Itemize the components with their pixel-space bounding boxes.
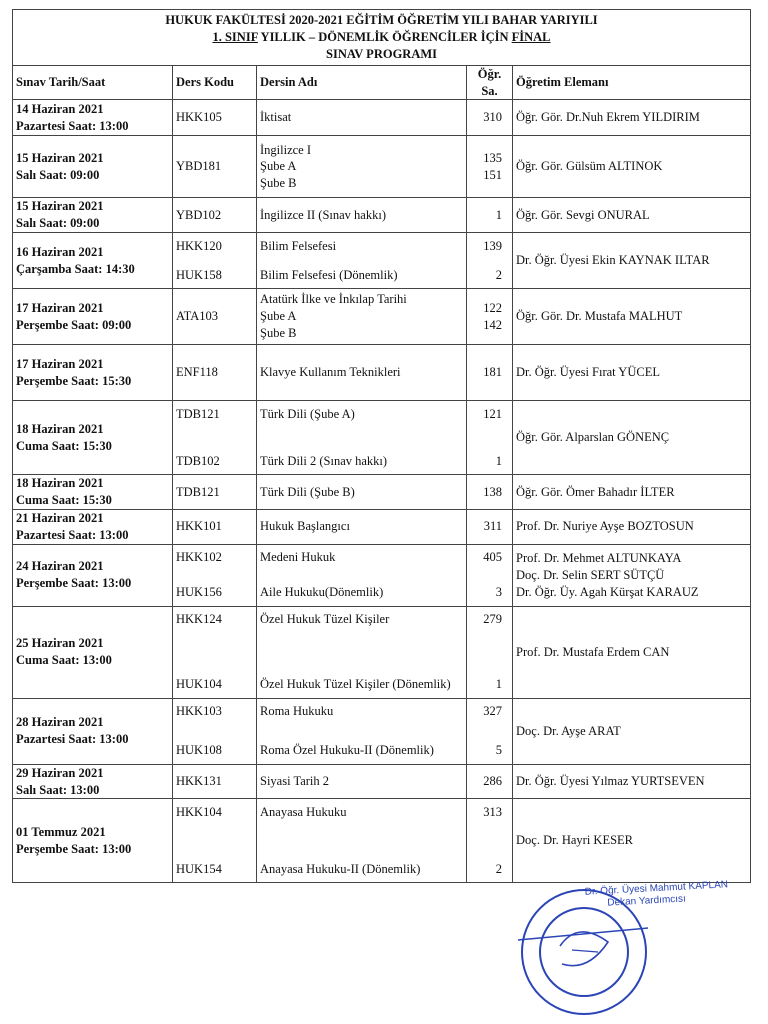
exam-date-cell (13, 136, 173, 198)
course-name-cell (257, 345, 467, 401)
header-line-3: SINAV PROGRAMI (326, 46, 438, 61)
instructor-name: Öğr. Gör. Gülsüm ALTINOK (516, 159, 663, 174)
course-code-cell (173, 136, 257, 198)
instructor-cell (513, 289, 751, 345)
student-count-cell (467, 544, 513, 606)
course-name: Hukuk Başlangıcı (260, 519, 350, 534)
exam-schedule-table (12, 9, 751, 883)
course-name: Şube B (260, 326, 297, 341)
exam-date: 15 Haziran 2021 (16, 151, 104, 165)
exam-date-cell (13, 401, 173, 475)
student-count: 2 (495, 267, 502, 282)
exam-date-cell (13, 606, 173, 698)
student-count-cell (467, 606, 513, 698)
instructor-cell (513, 475, 751, 510)
course-code: HKK120 (176, 238, 222, 253)
course-name: Türk Dili (Şube B) (260, 484, 355, 499)
student-count: 138 (483, 484, 502, 499)
course-code-cell (173, 233, 257, 289)
course-code: YBD181 (176, 159, 222, 174)
exam-date: 18 Haziran 2021 (16, 421, 104, 436)
student-count-cell (467, 799, 513, 883)
exam-date-cell (13, 289, 173, 345)
course-name: Bilim Felsefesi (260, 238, 337, 253)
student-count: 151 (483, 167, 502, 182)
course-name-cell (257, 100, 467, 136)
course-code-cell (173, 544, 257, 606)
instructor-name: Prof. Dr. Nuriye Ayşe BOZTOSUN (516, 519, 694, 534)
course-name: İngilizce II (Sınav hakkı) (260, 207, 386, 222)
exam-day-time: Salı Saat: 09:00 (16, 216, 100, 231)
exam-day-time: Çarşamba Saat: 14:30 (16, 261, 135, 276)
table-row (13, 799, 751, 883)
instructor-cell (513, 100, 751, 136)
course-name: Siyasi Tarih 2 (260, 774, 330, 789)
course-code: HKK131 (176, 774, 222, 789)
course-name: Şube A (260, 309, 297, 324)
student-count-cell (467, 345, 513, 401)
exam-day-time: Perşembe Saat: 15:30 (16, 373, 132, 388)
exam-day-time: Pazartesi Saat: 13:00 (16, 118, 129, 133)
exam-day-time: Perşembe Saat: 09:00 (16, 317, 132, 332)
student-count: 310 (483, 110, 502, 125)
student-count: 313 (483, 805, 502, 819)
course-name: Şube A (260, 159, 297, 174)
instructor-name: Doç. Dr. Ayşe ARAT (516, 723, 621, 738)
exam-day-time: Perşembe Saat: 13:00 (16, 576, 132, 591)
instructor-name: Doç. Dr. Hayri KESER (516, 833, 633, 848)
instructor-name: Öğr. Gör. Ömer Bahadır İLTER (516, 484, 675, 499)
exam-date-cell (13, 198, 173, 233)
course-name: Türk Dili (Şube A) (260, 406, 355, 421)
instructor-cell (513, 233, 751, 289)
signature-name: Dr. Öğr. Üyesi Mahmut KAPLAN (584, 879, 729, 898)
exam-day-time: Cuma Saat: 15:30 (16, 493, 112, 507)
table-row (13, 475, 751, 510)
exam-date: 18 Haziran 2021 (16, 476, 104, 491)
exam-date-cell (13, 100, 173, 136)
course-name-cell (257, 401, 467, 475)
student-count: 1 (495, 453, 502, 468)
course-code: HUK154 (176, 861, 222, 876)
exam-date-cell (13, 544, 173, 606)
course-name: Roma Hukuku (260, 704, 334, 719)
table-row (13, 698, 751, 764)
course-code: HKK103 (176, 704, 222, 719)
student-count: 286 (483, 774, 502, 789)
table-row (13, 198, 751, 233)
table-row (13, 401, 751, 475)
exam-date-cell (13, 698, 173, 764)
course-code: HUK158 (176, 267, 222, 282)
student-count: 279 (483, 612, 502, 627)
course-name: Özel Hukuk Tüzel Kişiler (Dönemlik) (260, 677, 451, 692)
exam-day-time: Salı Saat: 09:00 (16, 167, 100, 182)
student-count: 2 (495, 861, 502, 876)
course-code: TDB121 (176, 406, 220, 421)
exam-date: 16 Haziran 2021 (16, 244, 104, 259)
student-count: 327 (483, 704, 502, 719)
instructor-cell (513, 764, 751, 799)
student-count-cell (467, 764, 513, 799)
exam-date-cell (13, 233, 173, 289)
student-count: 135 (483, 151, 502, 165)
course-code: HKK101 (176, 519, 222, 534)
course-name-cell (257, 198, 467, 233)
exam-date-cell (13, 509, 173, 544)
table-row (13, 136, 751, 198)
exam-date: 01 Temmuz 2021 (16, 825, 106, 839)
col-header-name: Dersin Adı (257, 65, 467, 100)
course-code-cell (173, 198, 257, 233)
instructor-name: Dr. Öğr. Üy. Agah Kürşat KARAUZ (516, 584, 699, 599)
course-code-cell (173, 606, 257, 698)
exam-schedule-page (12, 9, 750, 883)
exam-day-time: Cuma Saat: 13:00 (16, 653, 112, 668)
instructor-name: Dr. Öğr. Üyesi Fırat YÜCEL (516, 365, 660, 380)
course-code: HKK104 (176, 805, 222, 819)
exam-date: 28 Haziran 2021 (16, 715, 104, 730)
course-name-cell (257, 606, 467, 698)
table-row (13, 606, 751, 698)
table-row (13, 509, 751, 544)
table-row (13, 233, 751, 289)
course-name-cell (257, 136, 467, 198)
instructor-name: Öğr. Gör. Sevgi ONURAL (516, 207, 650, 222)
student-count-cell (467, 509, 513, 544)
course-name: İngilizce I (260, 142, 312, 157)
course-name-cell (257, 233, 467, 289)
student-count: 139 (483, 238, 502, 253)
col-header-instructor: Öğretim Elemanı (513, 65, 751, 100)
student-count-cell (467, 100, 513, 136)
table-row (13, 764, 751, 799)
course-code-cell (173, 509, 257, 544)
course-code: HKK105 (176, 110, 222, 125)
exam-day-time: Cuma Saat: 15:30 (16, 438, 112, 453)
exam-date: 21 Haziran 2021 (16, 510, 104, 525)
course-name: Anayasa Hukuku (260, 805, 347, 819)
student-count: 121 (483, 406, 502, 421)
column-headers (13, 65, 751, 100)
course-name: Şube B (260, 176, 297, 191)
instructor-cell (513, 698, 751, 764)
course-name-cell (257, 764, 467, 799)
student-count-cell (467, 698, 513, 764)
col-header-date: Sınav Tarih/Saat (13, 65, 173, 100)
course-code: YBD102 (176, 207, 222, 222)
table-row (13, 100, 751, 136)
student-count-cell (467, 475, 513, 510)
course-name-cell (257, 509, 467, 544)
instructor-name: Öğr. Gör. Alparslan GÖNENÇ (516, 430, 670, 445)
course-code-cell (173, 100, 257, 136)
course-code-cell (173, 475, 257, 510)
instructor-cell (513, 544, 751, 606)
student-count: 181 (483, 365, 502, 380)
instructor-cell (513, 799, 751, 883)
student-count-cell (467, 198, 513, 233)
course-name-cell (257, 698, 467, 764)
exam-day-time: Pazartesi Saat: 13:00 (16, 732, 129, 747)
instructor-cell (513, 136, 751, 198)
course-code-cell (173, 799, 257, 883)
student-count-cell (467, 289, 513, 345)
student-count-cell (467, 401, 513, 475)
student-count-cell (467, 136, 513, 198)
course-name: Özel Hukuk Tüzel Kişiler (260, 612, 390, 627)
course-code: ATA103 (176, 309, 219, 324)
table-row (13, 345, 751, 401)
instructor-name: Öğr. Gör. Dr. Mustafa MALHUT (516, 309, 683, 324)
course-name: Türk Dili 2 (Sınav hakkı) (260, 453, 388, 468)
course-name-cell (257, 544, 467, 606)
col-header-code: Ders Kodu (173, 65, 257, 100)
student-count: 142 (483, 317, 502, 332)
course-name-cell (257, 475, 467, 510)
instructor-name: Öğr. Gör. Dr.Nuh Ekrem YILDIRIM (516, 110, 700, 125)
exam-day-time: Salı Saat: 13:00 (16, 782, 100, 797)
student-count-cell (467, 233, 513, 289)
course-code-cell (173, 764, 257, 799)
header-line-1: HUKUK FAKÜLTESİ 2020-2021 EĞİTİM ÖĞRETİM YILI BAHAR YARIYILI (165, 13, 598, 27)
student-count: 5 (495, 743, 502, 758)
instructor-name: Prof. Dr. Mustafa Erdem CAN (516, 644, 670, 659)
course-code: HKK124 (176, 612, 222, 627)
exam-date: 29 Haziran 2021 (16, 765, 104, 780)
course-code: HUK104 (176, 677, 222, 692)
course-name-cell (257, 799, 467, 883)
exam-date-cell (13, 345, 173, 401)
exam-date: 25 Haziran 2021 (16, 636, 104, 651)
exam-date-cell (13, 764, 173, 799)
instructor-name: Doç. Dr. Selin SERT SÜTÇÜ (516, 567, 665, 582)
student-count: 405 (483, 550, 502, 565)
course-code-cell (173, 401, 257, 475)
course-code: HKK102 (176, 550, 222, 565)
exam-day-time: Pazartesi Saat: 13:00 (16, 527, 129, 542)
instructor-name: Prof. Dr. Mehmet ALTUNKAYA (516, 550, 682, 565)
course-name: Klavye Kullanım Teknikleri (260, 365, 401, 380)
student-count: 311 (483, 519, 502, 534)
col-header-count: Öğr. Sa. (467, 65, 513, 100)
course-code-cell (173, 345, 257, 401)
course-code: HUK108 (176, 743, 222, 758)
course-code-cell (173, 289, 257, 345)
course-code-cell (173, 698, 257, 764)
exam-date: 24 Haziran 2021 (16, 559, 104, 574)
header-line-2: 1. SINIF YILLIK – DÖNEMLİK ÖĞRENCİLER İÇİN FİNAL (212, 29, 551, 44)
course-name: Roma Özel Hukuku-II (Dönemlik) (260, 743, 434, 758)
exam-date: 15 Haziran 2021 (16, 199, 104, 214)
student-count: 122 (483, 300, 502, 315)
exam-date: 17 Haziran 2021 (16, 356, 104, 371)
course-name: Atatürk İlke ve İnkılap Tarihi (260, 292, 407, 307)
exam-date-cell (13, 475, 173, 510)
exam-date: 14 Haziran 2021 (16, 102, 104, 116)
schedule-rows (13, 100, 751, 883)
course-code: TDB102 (176, 453, 220, 468)
instructor-name: Dr. Öğr. Üyesi Ekin KAYNAK ILTAR (516, 253, 710, 268)
instructor-name: Dr. Öğr. Üyesi Yılmaz YURTSEVEN (516, 774, 705, 789)
course-name-cell (257, 289, 467, 345)
table-row (13, 289, 751, 345)
signature-title: Dekan Yardımcısı (607, 893, 687, 909)
student-count: 1 (495, 677, 502, 692)
course-name: Aile Hukuku(Dönemlik) (260, 585, 384, 600)
course-code: TDB121 (176, 484, 220, 499)
instructor-cell (513, 606, 751, 698)
student-count: 1 (495, 207, 502, 222)
exam-date-cell (13, 799, 173, 883)
instructor-cell (513, 345, 751, 401)
course-name: Medeni Hukuk (260, 550, 336, 565)
course-name: Bilim Felsefesi (Dönemlik) (260, 267, 398, 282)
course-code: ENF118 (176, 365, 218, 380)
course-name: İktisat (260, 110, 292, 125)
table-row (13, 544, 751, 606)
instructor-cell (513, 198, 751, 233)
instructor-cell (513, 509, 751, 544)
document-header (13, 10, 751, 66)
student-count: 3 (495, 585, 502, 600)
course-code: HUK156 (176, 585, 222, 600)
course-name: Anayasa Hukuku-II (Dönemlik) (260, 861, 421, 876)
exam-date: 17 Haziran 2021 (16, 300, 104, 315)
exam-day-time: Perşembe Saat: 13:00 (16, 841, 132, 856)
instructor-cell (513, 401, 751, 475)
